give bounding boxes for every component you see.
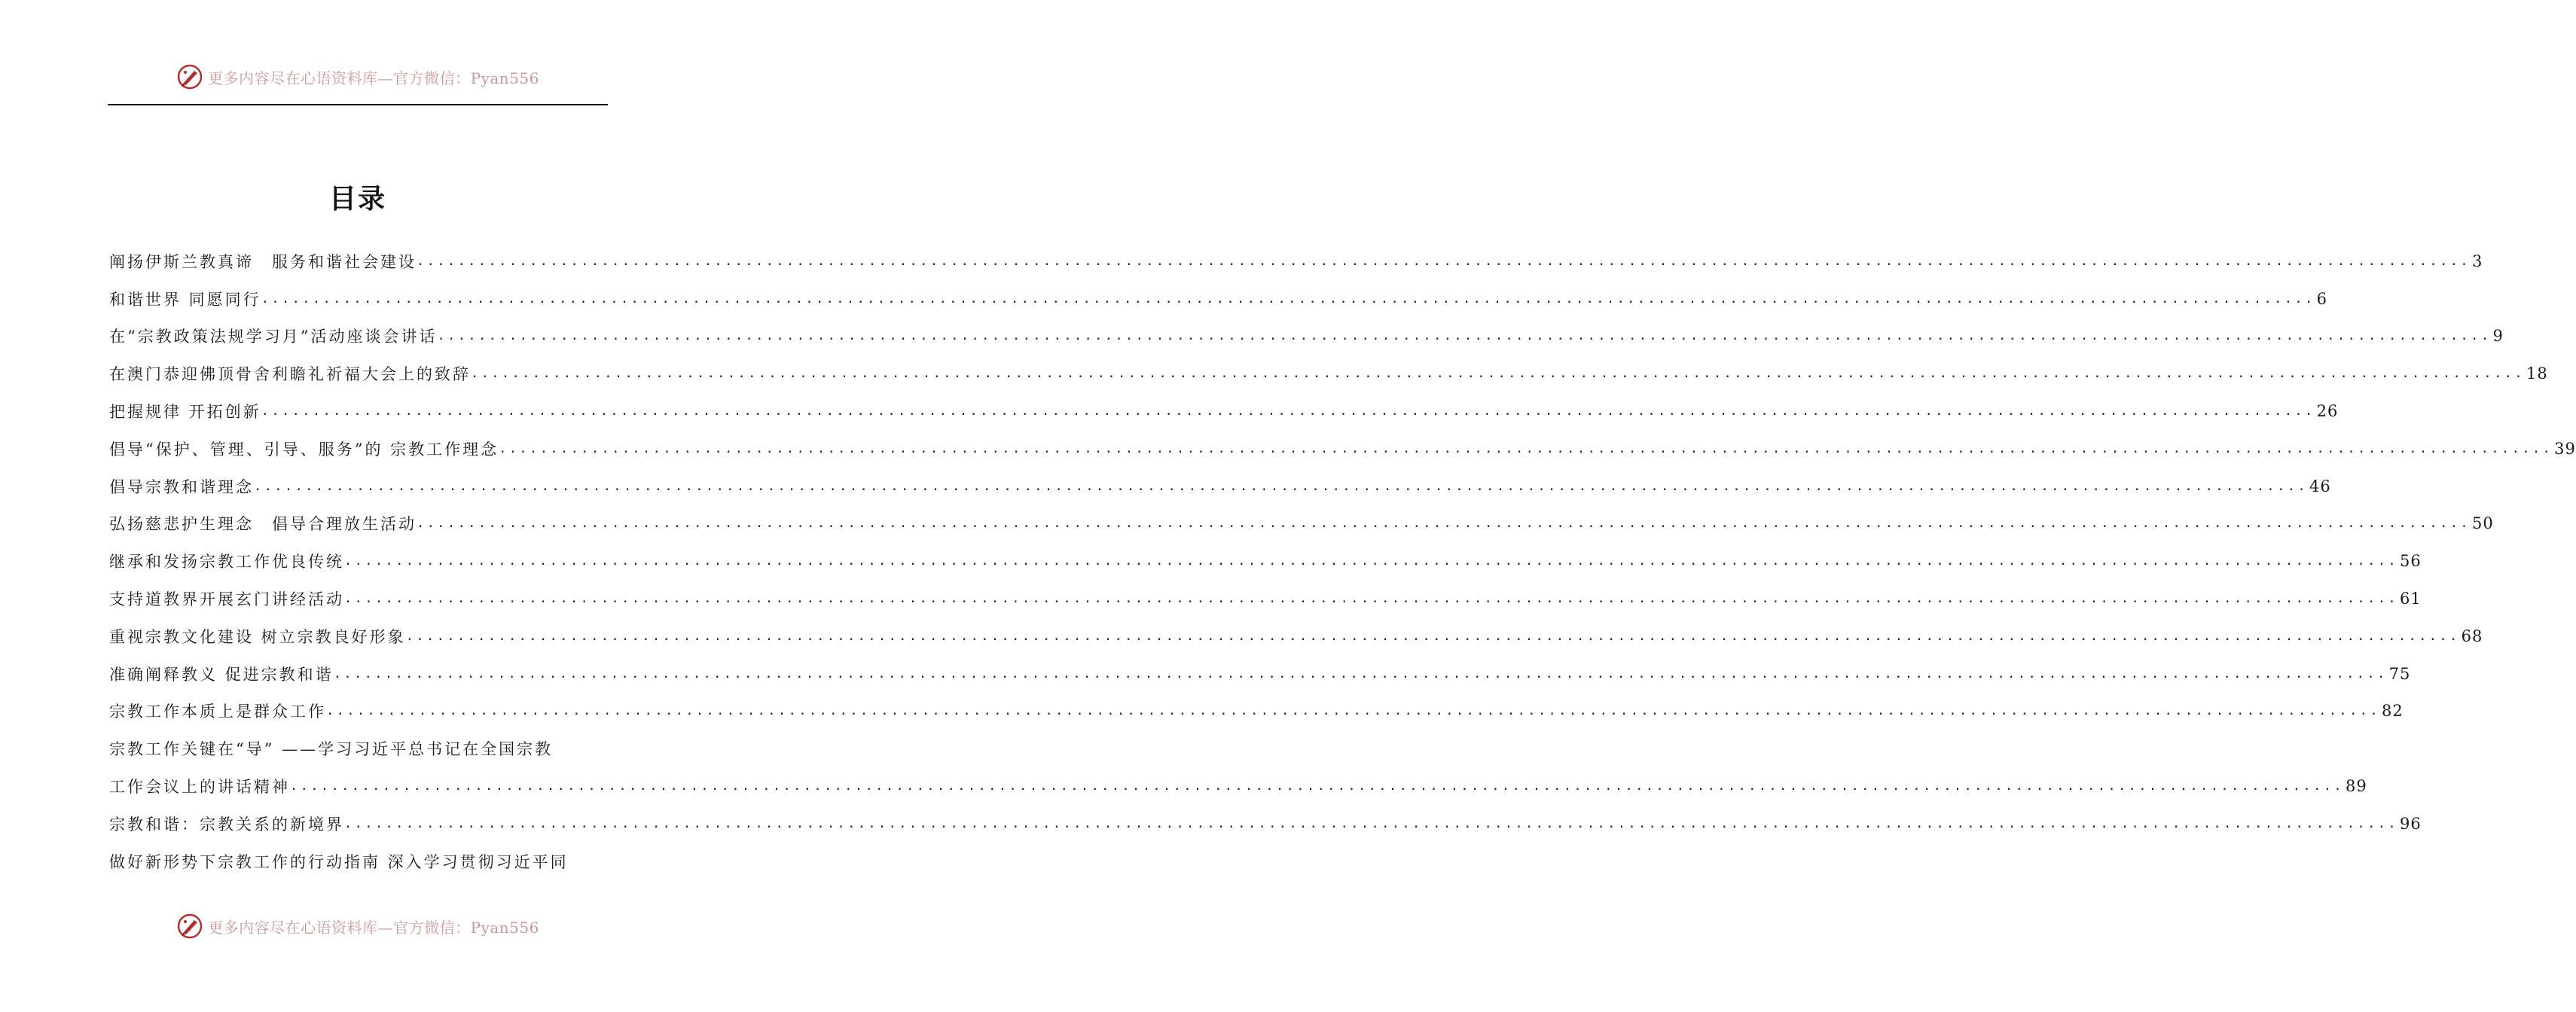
toc-page-number: 68 xyxy=(2461,626,2483,645)
toc-entry[interactable] xyxy=(109,430,2576,468)
toc-entry-title: 继承和发扬宗教工作优良传统 xyxy=(109,553,344,572)
toc-page-number: 56 xyxy=(2399,552,2422,571)
toc-entry-title: 准确阐释教义 促进宗教和谐 xyxy=(109,665,334,684)
toc-entry[interactable] xyxy=(109,843,608,880)
footer-banner xyxy=(0,911,716,941)
toc-entry-title: 倡导宗教和谐理念 xyxy=(109,477,254,496)
toc-dot-leader: ........................................................................................................................................................................................................ xyxy=(261,291,2315,306)
toc-entry[interactable] xyxy=(109,318,2504,355)
toc-dot-leader: ........................................................................................................................................................................................................ xyxy=(437,328,2492,344)
page-title: 目录 xyxy=(328,184,386,215)
toc-entry-title: 阐扬伊斯兰教真谛 服务和谐社会建设 xyxy=(109,252,417,271)
toc-entry[interactable] xyxy=(109,580,2422,617)
toc-page-number: 82 xyxy=(2381,702,2404,721)
pen-circle-logo-icon xyxy=(176,913,203,940)
toc-entry[interactable] xyxy=(109,355,2548,392)
toc-entry[interactable] xyxy=(109,693,2404,730)
toc-page-number: 89 xyxy=(2345,777,2367,796)
toc-entry[interactable] xyxy=(109,655,2411,693)
toc-entry-title: 在“宗教政策法规学习月”活动座谈会讲话 xyxy=(109,328,438,346)
toc-page-number: 46 xyxy=(2309,477,2331,495)
toc-dot-leader: ........................................................................................................................................................................................................ xyxy=(471,366,2525,382)
toc-page-number: 96 xyxy=(2399,814,2422,833)
footer-banner-text: 更多内容尽在心语资料库—官方微信：Pyan556 xyxy=(208,918,539,937)
toc-page-number: 3 xyxy=(2471,251,2483,270)
toc-entry-title: 宗教工作关键在“导” ——学习习近平总书记在全国宗教 xyxy=(109,740,554,759)
toc-dot-leader: ........................................................................................................................................................................................................ xyxy=(326,703,2380,719)
pen-circle-logo-icon xyxy=(176,63,203,90)
toc-page-number: 50 xyxy=(2471,514,2494,533)
toc-dot-leader: ........................................................................................................................................................................................................ xyxy=(261,404,2315,419)
toc-entry[interactable] xyxy=(109,542,2422,580)
toc-entry[interactable] xyxy=(109,505,2494,543)
toc-entry[interactable] xyxy=(109,468,2331,505)
header-banner xyxy=(0,62,716,92)
toc-dot-leader: ........................................................................................................................................................................................................ xyxy=(417,516,2471,532)
toc-dot-leader: ........................................................................................................................................................................................................ xyxy=(417,253,2471,269)
toc-entry-title: 宗教工作本质上是群众工作 xyxy=(109,703,326,721)
toc-entry-title: 把握规律 开拓创新 xyxy=(109,403,261,422)
toc-page-number: 6 xyxy=(2316,289,2328,308)
toc-entry[interactable] xyxy=(109,767,2367,805)
toc-page-number: 18 xyxy=(2526,364,2548,383)
toc-dot-leader: ........................................................................................................................................................................................................ xyxy=(344,815,2398,831)
toc-entry-title: 在澳门恭迎佛顶骨舍利瞻礼祈福大会上的致辞 xyxy=(109,365,471,384)
toc-entry[interactable] xyxy=(109,730,608,767)
toc-dot-leader: ........................................................................................................................................................................................................ xyxy=(344,553,2398,569)
toc-entry-title: 做好新形势下宗教工作的行动指南 深入学习贯彻习近平同 xyxy=(109,852,569,871)
toc-dot-leader: ........................................................................................................................................................................................................ xyxy=(254,478,2308,494)
toc-entry-title: 弘扬慈悲护生理念 倡导合理放生活动 xyxy=(109,515,417,534)
toc-entry[interactable] xyxy=(109,805,2422,843)
table-of-contents xyxy=(109,242,2576,880)
toc-entry-title: 支持道教界开展玄门讲经活动 xyxy=(109,590,344,609)
toc-page-number: 9 xyxy=(2492,327,2504,346)
toc-entry-title: 倡导“保护、管理、引导、服务”的 宗教工作理念 xyxy=(109,440,499,459)
toc-dot-leader: ........................................................................................................................................................................................................ xyxy=(499,440,2553,456)
toc-page-number: 39 xyxy=(2554,439,2576,458)
header-banner-text: 更多内容尽在心语资料库—官方微信：Pyan556 xyxy=(208,69,539,87)
toc-entry-title: 工作会议上的讲话精神 xyxy=(109,778,290,797)
toc-dot-leader: ........................................................................................................................................................................................................ xyxy=(344,591,2398,607)
toc-page-number: 75 xyxy=(2388,664,2411,683)
toc-entry[interactable] xyxy=(109,392,2339,430)
toc-entry[interactable] xyxy=(109,242,2483,280)
toc-entry-title: 重视宗教文化建设 树立宗教良好形象 xyxy=(109,627,406,646)
header-rule xyxy=(108,104,608,105)
toc-dot-leader: ........................................................................................................................................................................................................ xyxy=(333,666,2388,681)
toc-entry-title: 和谐世界 同愿同行 xyxy=(109,290,261,309)
toc-page-number: 26 xyxy=(2316,402,2339,421)
toc-entry-title: 宗教和谐：宗教关系的新境界 xyxy=(109,815,344,834)
toc-page-number: 61 xyxy=(2399,590,2422,608)
toc-entry[interactable] xyxy=(109,280,2328,318)
toc-dot-leader: ........................................................................................................................................................................................................ xyxy=(405,628,2460,644)
toc-entry[interactable] xyxy=(109,617,2483,655)
toc-dot-leader: ........................................................................................................................................................................................................ xyxy=(290,779,2344,794)
